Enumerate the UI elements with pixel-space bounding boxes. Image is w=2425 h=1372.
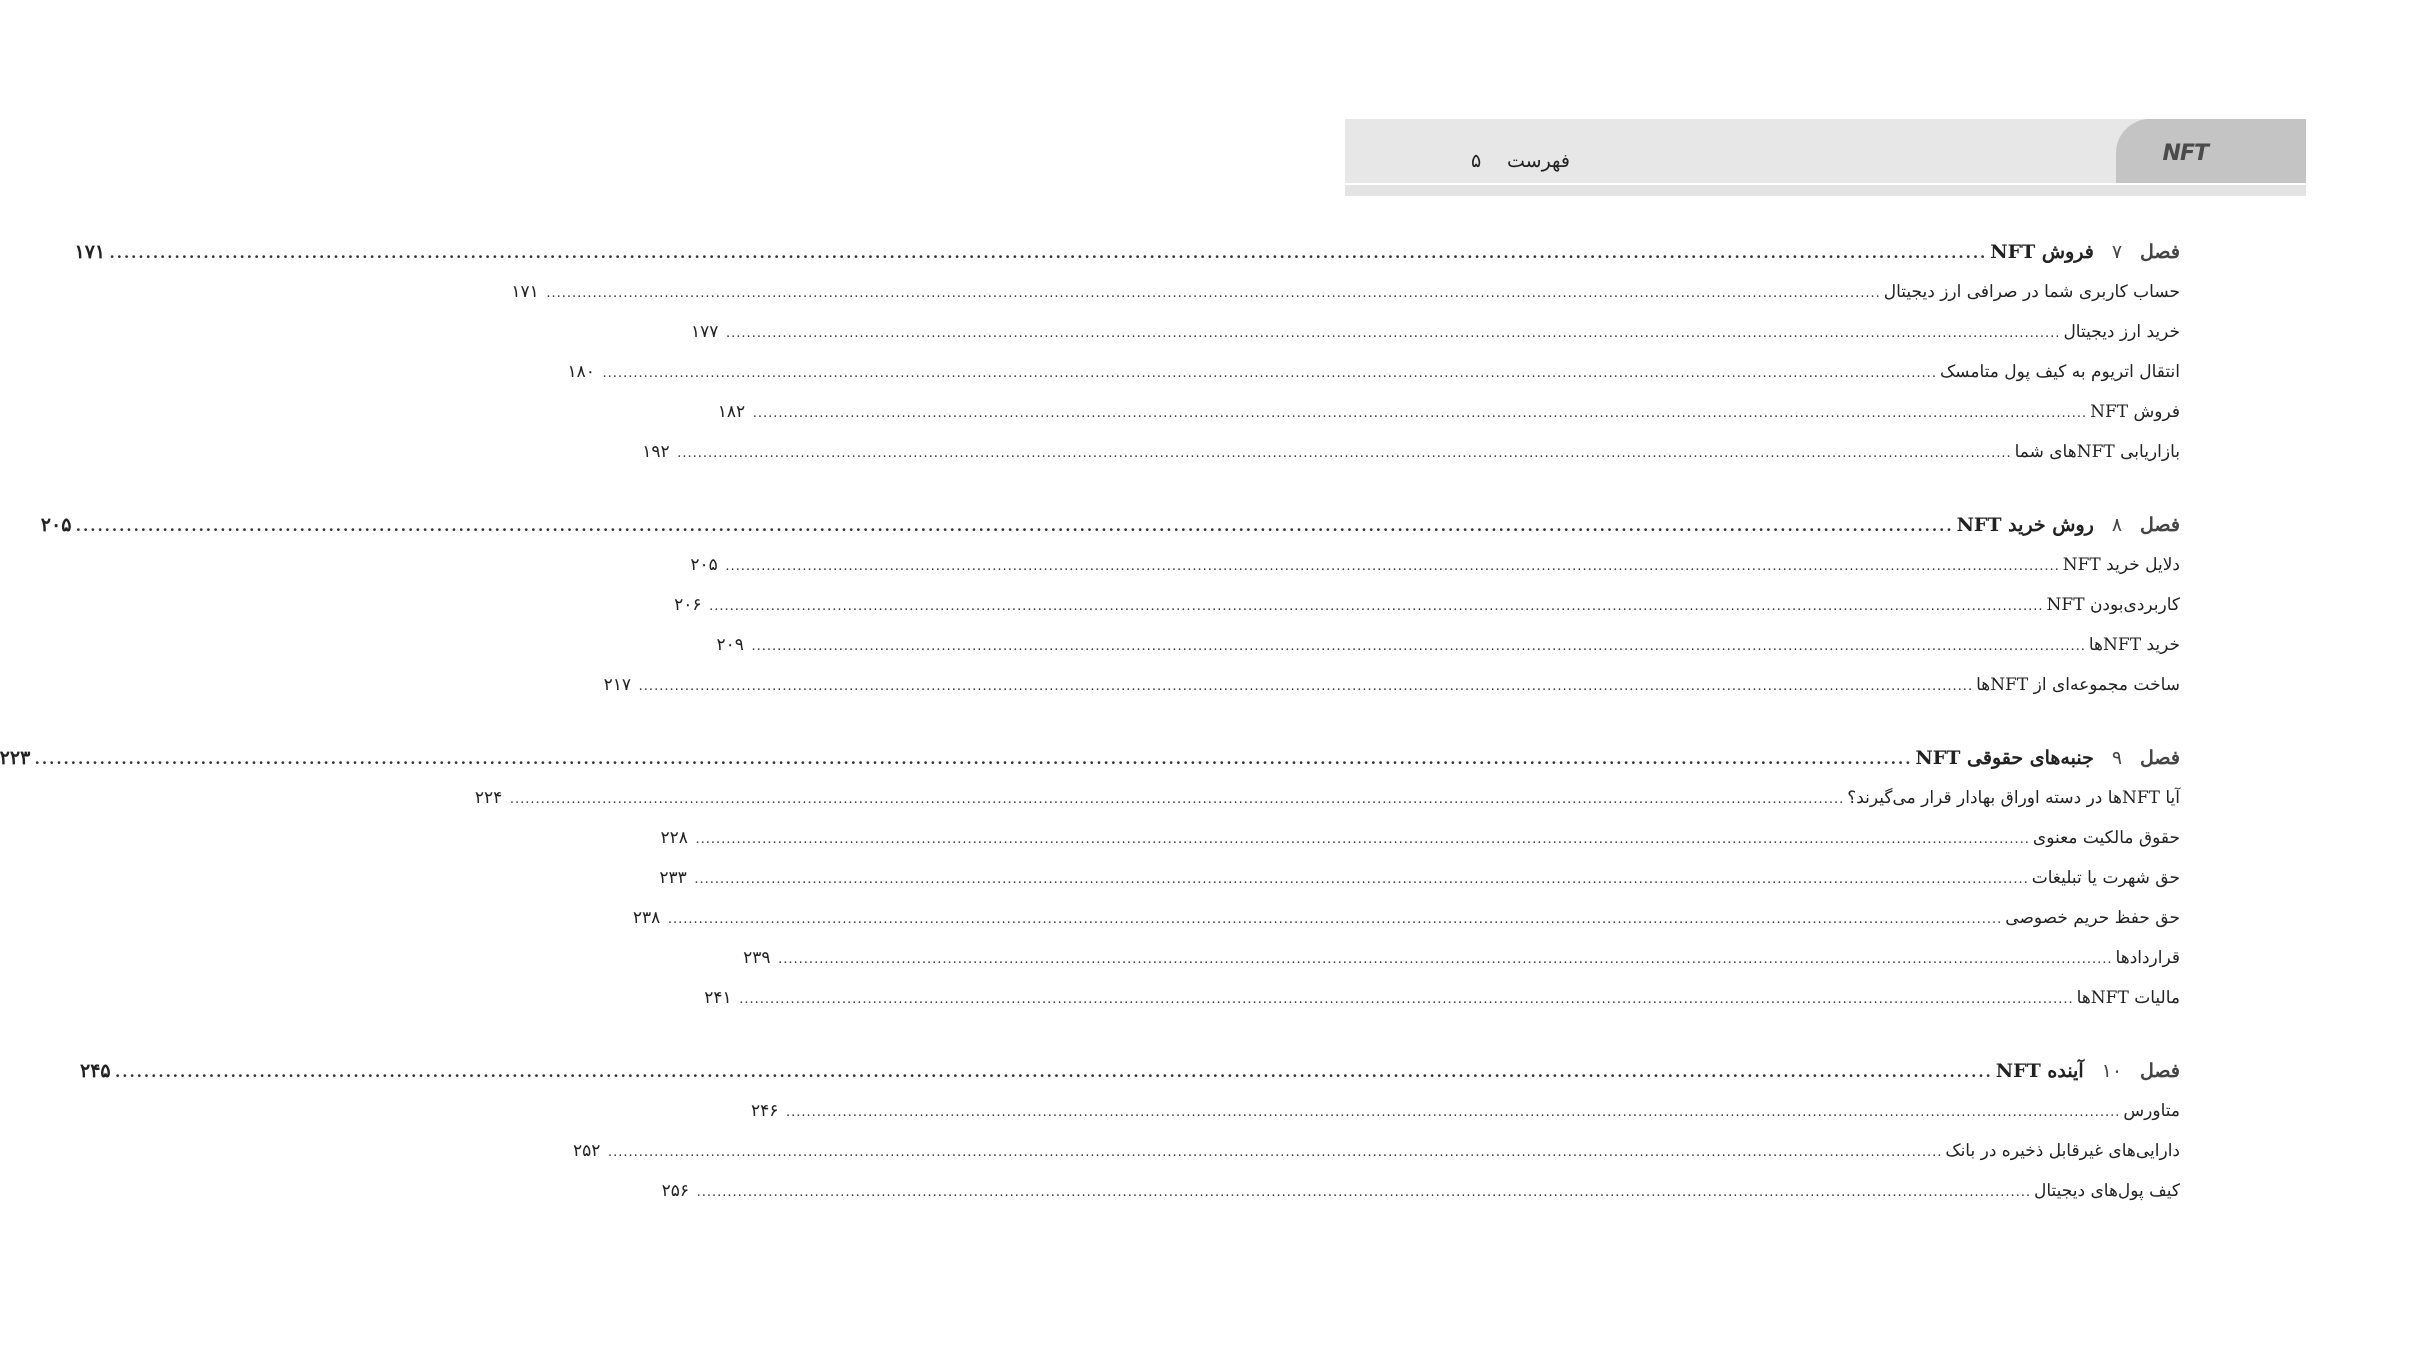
chapter-8 xyxy=(40,505,2180,705)
chapter-label: فصل xyxy=(2140,747,2180,769)
chapter-number: ۸ xyxy=(2111,514,2123,536)
running-header-title: فهرست xyxy=(1507,150,1570,172)
toc-entry-page: ۲۰۵ xyxy=(690,555,718,575)
toc-entry-title: کیف پول‌های دیجیتال xyxy=(2033,1181,2180,1201)
toc-entry-page: ۱۹۲ xyxy=(642,442,670,462)
chapter-page-number: ۱۷۱ xyxy=(74,241,106,263)
dot-leader: .................................................................................................................................................................................................................................................................... xyxy=(667,912,2003,927)
dot-leader: .................................................................................................................................................................................................................................................................... xyxy=(109,244,1988,262)
chapter-number: ۷ xyxy=(2111,241,2123,263)
toc-entry-title: دلایل خرید NFT xyxy=(2062,555,2180,575)
chapter-heading xyxy=(0,738,2180,778)
chapter-heading xyxy=(40,505,2180,545)
chapter-page-number: ۲۲۳ xyxy=(0,747,31,769)
running-header xyxy=(1345,119,2306,183)
toc-entry-page: ۱۸۲ xyxy=(717,402,746,422)
chapter-title: جنبه‌های حقوقی NFT xyxy=(1915,747,2094,769)
toc-entry-page: ۲۵۶ xyxy=(661,1181,689,1201)
dot-leader: .................................................................................................................................................................................................................................................................... xyxy=(546,286,1881,301)
toc-entry-page: ۲۰۹ xyxy=(716,635,744,655)
toc-entry-page: ۲۰۶ xyxy=(674,595,702,615)
toc-entry xyxy=(691,312,2180,352)
chapter-number: ۹ xyxy=(2111,747,2123,769)
toc-entry-page: ۲۳۸ xyxy=(632,908,661,928)
toc-entry-page: ۱۷۱ xyxy=(511,282,539,302)
toc-entry-title: آیا NFTها در دسته اوراق بهادار قرار می‌گیرند؟ xyxy=(1847,788,2180,808)
chapter-heading-title xyxy=(1957,505,2180,545)
toc-entry-title: بازاریابی NFTهای شما xyxy=(2014,442,2180,462)
toc-entry xyxy=(474,778,2180,818)
dot-leader: .................................................................................................................................................................................................................................................................... xyxy=(696,1185,2031,1200)
chapter-label: فصل xyxy=(2140,1060,2180,1082)
dot-leader: .................................................................................................................................................................................................................................................................... xyxy=(34,750,1913,768)
toc-entry-page: ۱۷۷ xyxy=(691,322,719,342)
chapter-10 xyxy=(80,1051,2180,1211)
toc-entry xyxy=(716,625,2180,665)
chapter-label: فصل xyxy=(2140,241,2180,263)
chapter-heading xyxy=(80,1051,2180,1091)
toc-entry xyxy=(511,272,2180,312)
table-of-contents xyxy=(0,232,2180,1244)
toc-entry xyxy=(690,545,2180,585)
toc-entry-title: حقوق مالکیت معنوی xyxy=(2032,828,2180,848)
chapter-title: روش خرید NFT xyxy=(1956,514,2094,536)
toc-entry xyxy=(661,1171,2180,1211)
toc-entry-title: مالیات NFTها xyxy=(2076,988,2180,1008)
dot-leader: .................................................................................................................................................................................................................................................................... xyxy=(739,992,2074,1007)
nft-logo: NFT xyxy=(2162,141,2208,166)
dot-leader: .................................................................................................................................................................................................................................................................... xyxy=(509,792,1845,807)
dot-leader: .................................................................................................................................................................................................................................................................... xyxy=(751,639,2086,654)
toc-entry xyxy=(674,585,2180,625)
toc-entry xyxy=(632,898,2180,938)
dot-leader: .................................................................................................................................................................................................................................................................... xyxy=(638,679,1974,694)
dot-leader: .................................................................................................................................................................................................................................................................... xyxy=(726,326,2061,341)
dot-leader: .................................................................................................................................................................................................................................................................... xyxy=(75,517,1954,535)
toc-entry-title: ساخت مجموعه‌ای از NFTها xyxy=(1976,675,2180,695)
chapter-page-number: ۲۴۵ xyxy=(80,1060,111,1082)
toc-entry-title: فروش NFT xyxy=(2090,402,2180,422)
toc-entry-title: حساب کاربری شما در صرافی ارز دیجیتال xyxy=(1883,282,2180,302)
chapter-title: فروش NFT xyxy=(1990,241,2094,263)
toc-entry xyxy=(717,392,2180,432)
toc-entry-title: دارایی‌های غیرقابل ذخیره در بانک xyxy=(1945,1141,2180,1161)
toc-entry-title: حق شهرت یا تبلیغات xyxy=(2031,868,2180,888)
dot-leader: .................................................................................................................................................................................................................................................................... xyxy=(695,832,2030,847)
toc-entry-page: ۲۱۷ xyxy=(603,675,632,695)
toc-entry xyxy=(642,432,2180,472)
toc-entry-title: حق حفظ حریم خصوصی xyxy=(2005,908,2180,928)
chapter-7 xyxy=(74,232,2180,472)
dot-leader: .................................................................................................................................................................................................................................................................... xyxy=(752,406,2088,421)
toc-entry-page: ۱۸۰ xyxy=(567,362,595,382)
dot-leader: .................................................................................................................................................................................................................................................................... xyxy=(694,872,2029,887)
dot-leader: .................................................................................................................................................................................................................................................................... xyxy=(602,366,1937,381)
toc-entry-title: خرید ارز دیجیتال xyxy=(2063,322,2180,342)
chapter-label: فصل xyxy=(2140,514,2180,536)
chapter-title: آینده NFT xyxy=(1995,1060,2084,1082)
toc-entry-page: ۲۴۶ xyxy=(751,1101,779,1121)
chapter-9 xyxy=(0,738,2180,1018)
running-header-page-number: ۵ xyxy=(1471,150,1482,172)
toc-entry-page: ۲۳۹ xyxy=(743,948,771,968)
toc-entry-page: ۲۳۳ xyxy=(659,868,687,888)
toc-entry xyxy=(572,1131,2180,1171)
chapter-number: ۱۰ xyxy=(2101,1060,2123,1082)
header-logo-tab xyxy=(2116,119,2306,183)
toc-entry xyxy=(659,858,2180,898)
header-underline xyxy=(1345,185,2306,196)
dot-leader: .................................................................................................................................................................................................................................................................... xyxy=(725,559,2060,574)
chapter-heading-title xyxy=(1990,232,2180,272)
dot-leader: .................................................................................................................................................................................................................................................................... xyxy=(607,1145,1943,1160)
toc-entry-page: ۲۲۴ xyxy=(474,788,503,808)
toc-entry xyxy=(704,978,2180,1018)
toc-entry-title: خرید NFTها xyxy=(2088,635,2180,655)
toc-entry xyxy=(567,352,2180,392)
chapter-heading-title xyxy=(1996,1051,2180,1091)
toc-entry xyxy=(603,665,2180,705)
dot-leader: .................................................................................................................................................................................................................................................................... xyxy=(786,1105,2121,1120)
chapter-page-number: ۲۰۵ xyxy=(40,514,72,536)
dot-leader: .................................................................................................................................................................................................................................................................... xyxy=(115,1063,1993,1081)
chapter-heading xyxy=(74,232,2180,272)
toc-entry-page: ۲۴۱ xyxy=(704,988,732,1008)
toc-entry-title: قراردادها xyxy=(2115,948,2180,968)
toc-entry xyxy=(660,818,2180,858)
toc-entry-title: کاربردی‌بودن NFT xyxy=(2046,595,2180,615)
dot-leader: .................................................................................................................................................................................................................................................................... xyxy=(677,446,2012,461)
toc-entry-title: متاورس xyxy=(2123,1101,2180,1121)
dot-leader: .................................................................................................................................................................................................................................................................... xyxy=(778,952,2113,967)
toc-entry xyxy=(751,1091,2180,1131)
chapter-heading-title xyxy=(1915,738,2180,778)
dot-leader: .................................................................................................................................................................................................................................................................... xyxy=(709,599,2044,614)
toc-entry-page: ۲۲۸ xyxy=(660,828,688,848)
toc-entry-page: ۲۵۲ xyxy=(572,1141,601,1161)
toc-entry xyxy=(743,938,2180,978)
toc-entry-title: انتقال اتریوم به کیف پول متامسک xyxy=(1939,362,2180,382)
